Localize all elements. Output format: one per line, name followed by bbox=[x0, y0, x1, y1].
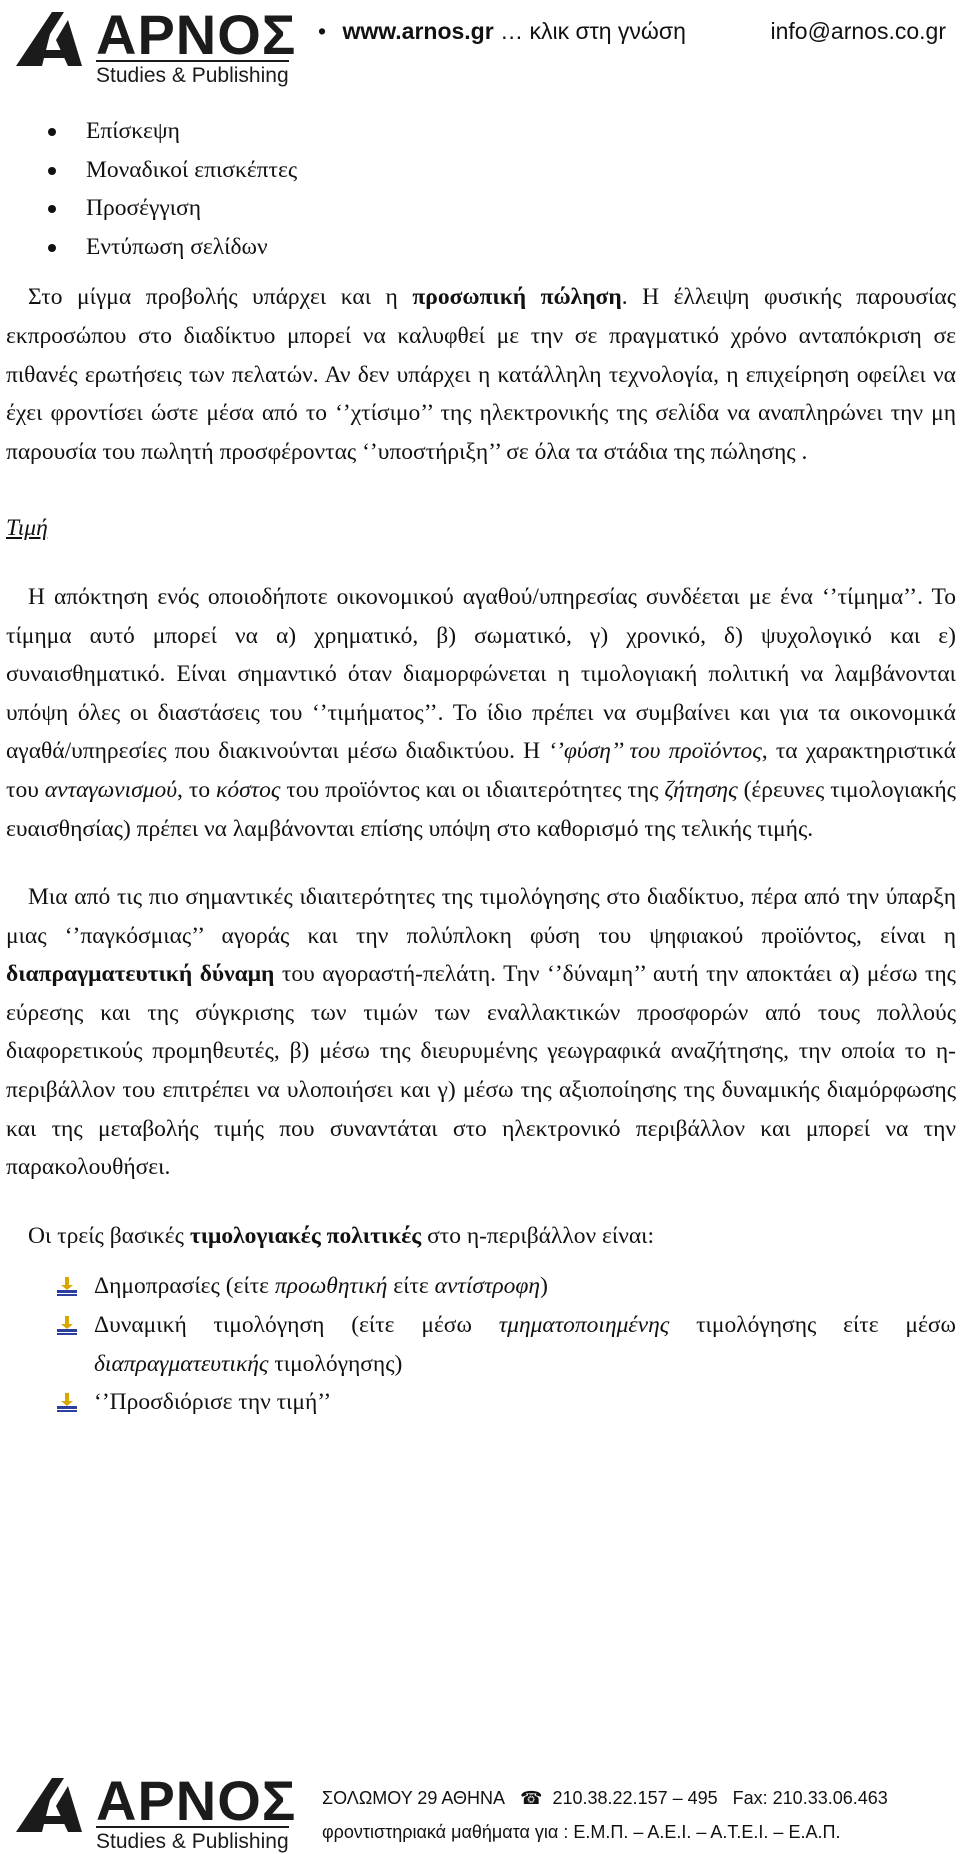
bullet-dot-icon bbox=[48, 128, 56, 136]
arnos-logo-mark-icon bbox=[12, 10, 98, 68]
page-footer bbox=[0, 1770, 960, 1854]
email-link[interactable]: info@arnos.co.gr bbox=[770, 18, 946, 44]
logo-wordmark: ΑΡΝΟΣ bbox=[96, 1769, 297, 1832]
footer-tagline: φροντιστηριακά μαθήματα για : Ε.Μ.Π. – Α.Ε.Ι. – Α.Τ.Ε.Ι. – Ε.Α.Π. bbox=[322, 1822, 841, 1842]
paragraph-bargaining-power: Μια από τις πιο σημαντικές ιδιαιτερότητες της τιμολόγησης στο διαδίκτυο, πέρα από την ύπαρξη μιας ‘’παγκόσμιας’’ αγοράς και την πολύπλοκη φύση του ψηφιακού προϊόντος, είναι η διαπραγματευτική δύναμη του αγοραστή-πελάτη. Την ‘’δύναμη’’ αυτή την αποκτάει α) μέσω της εύρεσης και της σύγκρισης των τιμών των εναλλακτικών προσφορών από τους πολλούς διαφορετικούς προμηθευτές, β) μέσω της διευρυμένης γεωγραφικά αναζήτησης, την οποία το η-περιβάλλον του επιτρέπει να υλοποιήσει και γ) μέσω της αξιοποίησης της δυναμικής διαμόρφωσης και της μεταβολής τιμής που συναντάται στο ηλεκτρονικό περιβάλλον και μπορεί να την παρακολουθήσει. bbox=[6, 884, 956, 1181]
arrow-bullet-icon bbox=[56, 1393, 78, 1413]
document-body bbox=[6, 112, 956, 1422]
arrow-bullet-icon bbox=[56, 1316, 78, 1336]
logo-subtitle: Studies & Publishing bbox=[96, 60, 289, 88]
page-header bbox=[0, 0, 960, 90]
footer-phone: 210.38.22.157 – 495 bbox=[552, 1788, 718, 1808]
bullet-dot-icon bbox=[48, 244, 56, 252]
arnos-logo-mark-icon bbox=[12, 1776, 98, 1834]
list-item: Μοναδικοί επισκέπτες bbox=[46, 151, 956, 190]
pricing-policies-list bbox=[6, 1267, 956, 1421]
arrow-bullet-icon bbox=[56, 1277, 78, 1297]
bullet-dot-icon bbox=[48, 205, 56, 213]
footer-fax: Fax: 210.33.06.463 bbox=[732, 1788, 888, 1808]
list-item: Προσέγγιση bbox=[46, 189, 956, 228]
metrics-list bbox=[6, 112, 956, 266]
footer-address: ΣΟΛΩΜΟΥ 29 ΑΘΗΝΑ bbox=[322, 1788, 506, 1808]
site-slogan: … κλικ στη γνώση bbox=[493, 18, 686, 44]
logo-wordmark: ΑΡΝΟΣ bbox=[96, 3, 297, 66]
arnos-footer-logo bbox=[12, 1769, 297, 1853]
phone-icon: ☎ bbox=[520, 1788, 543, 1808]
footer-contact bbox=[322, 1788, 898, 1809]
site-link[interactable] bbox=[318, 18, 686, 45]
list-item: ‘’Προσδιόρισε την τιμή’’ bbox=[52, 1383, 956, 1422]
paragraph-pricing-policies-intro: Οι τρείς βασικές τιμολογιακές πολιτικές στο η-περιβάλλον είναι: bbox=[28, 1222, 654, 1249]
list-item: Εντύπωση σελίδων bbox=[46, 228, 956, 267]
section-heading-price: Τιμή bbox=[6, 515, 48, 542]
bullet-dot-icon bbox=[48, 167, 56, 175]
list-item: Δημοπρασίες (είτε προωθητική είτε αντίστροφη) bbox=[52, 1267, 956, 1306]
paragraph-price-cost: Η απόκτηση ενός οποιοδήποτε οικονομικού αγαθού/υπηρεσίας συνδέεται με ένα ‘’τίμημα’’. Το τίμημα αυτό μπορεί να α) χρηματικό, β) σωματικό, γ) χρονικό, δ) ψυχολογικό και ε) συναισθηματικό. Είναι σημαντικό όταν διαμορφώνεται η τιμολογιακή πολιτική να λαμβάνονται υπόψη όλες οι διαστάσεις του ‘’τιμήματος’’. Το ίδιο πρέπει να συμβαίνει και για τα οικονομικά αγαθά/υπηρεσίες που διακινούνται μέσω διαδικτύου. Η ‘’φύση’’ του προϊόντος, τα χαρακτηριστικά του ανταγωνισμού, το κόστος του προϊόντος και οι ιδιαιτερότητες της ζήτησης (έρευνες τιμολογιακής ευαισθησίας) πρέπει να λαμβάνονται επίσης υπόψη στο καθορισμό της τελικής τιμής. bbox=[6, 583, 956, 842]
list-item: Επίσκεψη bbox=[46, 112, 956, 151]
site-bullet: • bbox=[318, 18, 327, 44]
site-url[interactable]: www.arnos.gr bbox=[342, 18, 494, 44]
list-item: Δυναμική τιμολόγηση (είτε μέσω τμηματοποιημένης τιμολόγησης είτε μέσω διαπραγματευτικής τιμολόγησης) bbox=[52, 1306, 956, 1383]
logo-subtitle: Studies & Publishing bbox=[96, 1826, 289, 1854]
arnos-logo bbox=[12, 3, 297, 87]
paragraph-personal-selling: Στο μίγμα προβολής υπάρχει και η προσωπική πώληση. Η έλλειψη φυσικής παρουσίας εκπροσώπου στο διαδίκτυο μπορεί να καλυφθεί με την σε πραγματικό χρόνο ανταπόκριση σε πιθανές ερωτήσεις των πελατών. Αν δεν υπάρχει η κατάλληλη τεχνολογία, η επιχείρηση οφείλει να έχει φροντίσει ώστε μέσα από το ‘’χτίσιμο’’ της ηλεκτρονικής της σελίδα να αναπληρώνει την μη παρουσία του πωλητή προσφέροντας ‘’υποστήριξη’’ σε όλα τα στάδια της πώλησης . bbox=[6, 284, 957, 465]
